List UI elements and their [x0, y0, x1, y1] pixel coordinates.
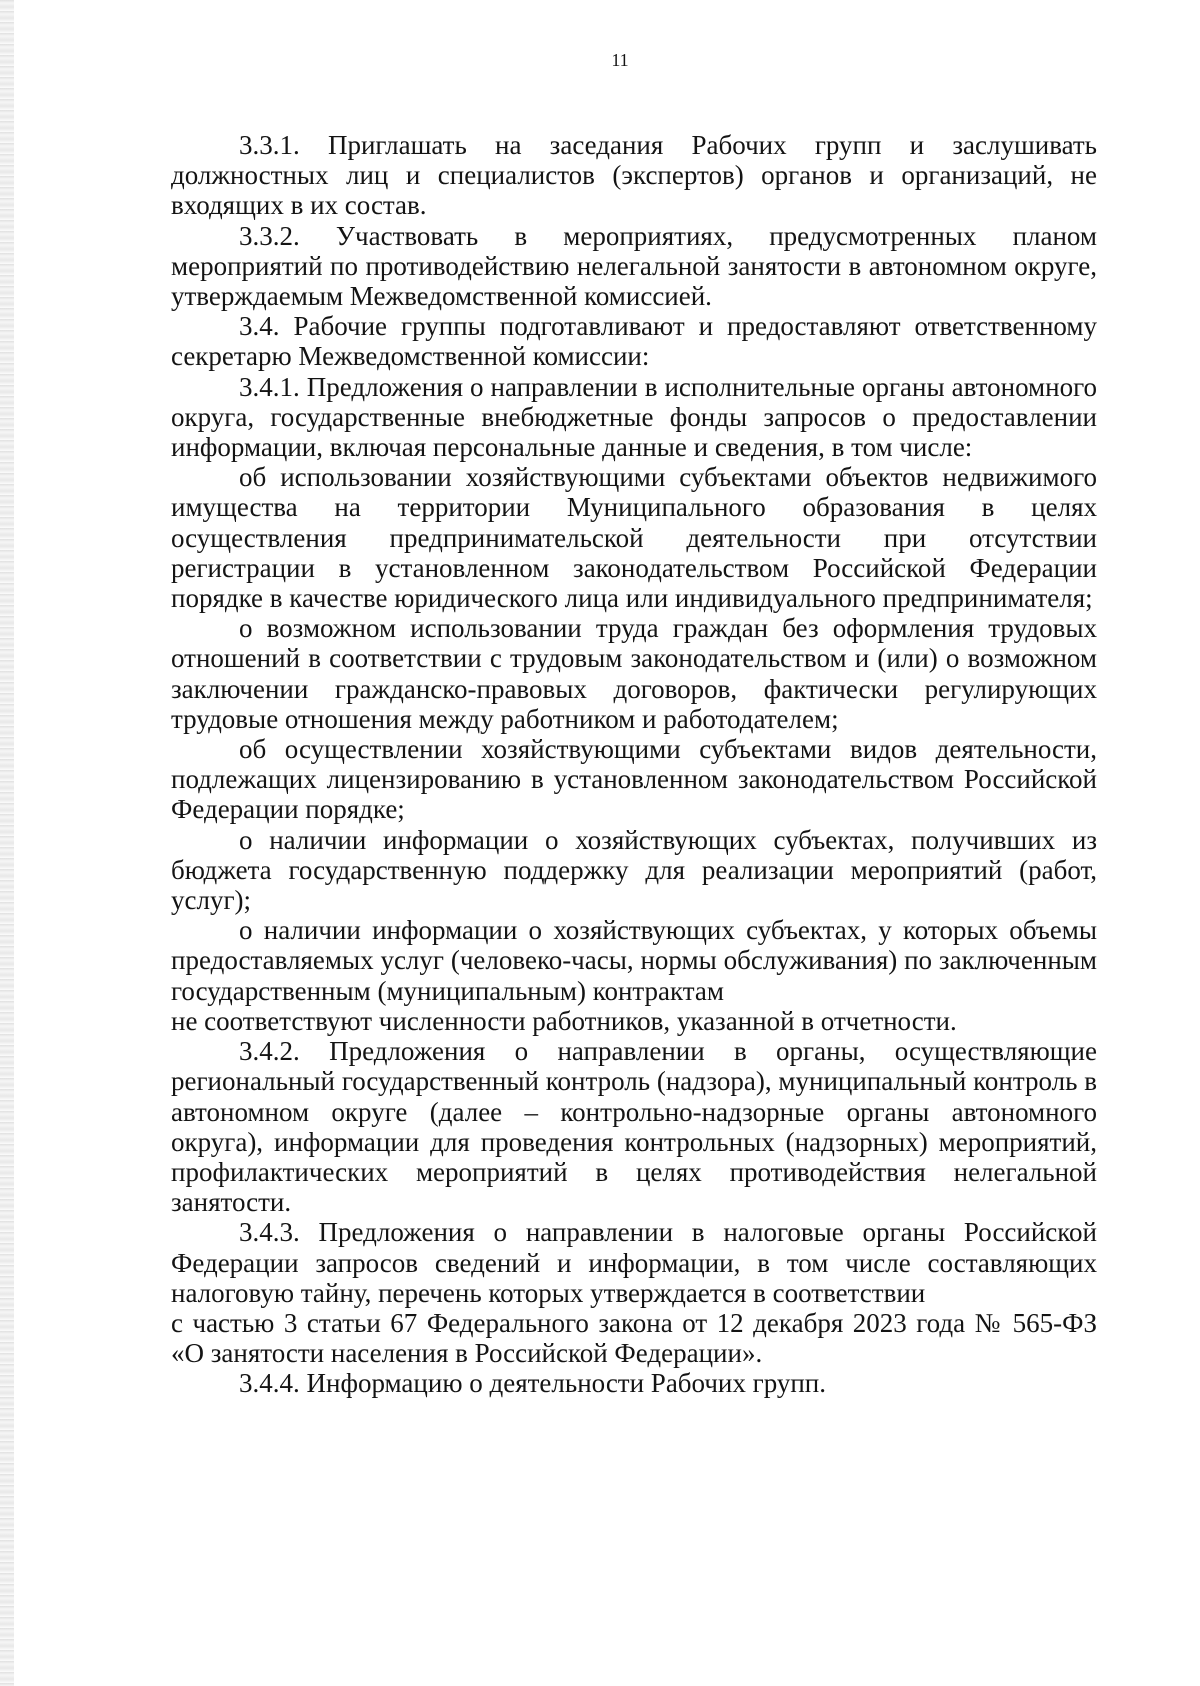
scan-edge [0, 0, 14, 1686]
paragraph-item-labor-relations: о возможном использовании труда граждан без оформления трудовых отношений в соответствии с трудовым законодательством и (или) о возможном заключении гражданско-правовых договоров, фактически регулирующих трудовые отношения между работником и работодателем; [171, 613, 1097, 734]
paragraph-3-4-1: 3.4.1. Предложения о направлении в исполнительные органы автономного округа, государственные внебюджетные фонды запросов о предоставлении информации, включая персональные данные и сведения, в том числе: [171, 371, 1097, 463]
paragraph-item-real-estate: об использовании хозяйствующими субъектами объектов недвижимого имущества на территории Муниципального образования в целях осуществления предпринимательской деятельности при отсутствии регистрации в установленном законодательством Российской Федерации порядке в качестве юридического лица или индивидуального предпринимателя; [171, 462, 1097, 614]
page-number: 11 [611, 50, 629, 70]
paragraph-3-3-2: 3.3.2. Участвовать в мероприятиях, предусмотренных планом мероприятий по противодействию нелегальной занятости в автономном округе, утверждаемым Межведомственной комиссией. [171, 220, 1097, 312]
paragraph-item-licensing: об осуществлении хозяйствующими субъектами видов деятельности, подлежащих лицензированию в установленном законодательством Российской Федерации порядке; [171, 734, 1097, 825]
paragraph-item-service-volumes-cont: не соответствуют численности работников, указанной в отчетности. [171, 1005, 957, 1036]
paragraph-item-state-support: о наличии информации о хозяйствующих субъектах, получивших из бюджета государственную поддержку для реализации мероприятий (работ, услуг); [171, 824, 1097, 916]
paragraph-item-service-volumes: о наличии информации о хозяйствующих субъектах, у которых объемы предоставляемых услуг (человеко-часы, нормы обслуживания) по заключенным государственным (муниципальным) контрактам [171, 915, 1097, 1006]
paragraph-3-4-2: 3.4.2. Предложения о направлении в органы, осуществляющие региональный государственный контроль (надзора), муниципальный контроль в автономном округе (далее – контрольно-надзорные органы автономного округа), информации для проведения контрольных (надзорных) мероприятий, профилактических мероприятий в целях противодействия нелегальной занятости. [171, 1036, 1097, 1218]
document-body [171, 130, 1097, 1399]
paragraph-3-4-3-cont: с частью 3 статьи 67 Федерального закона от 12 декабря 2023 года № 565-ФЗ «О занятости населения в Российской Федерации». [171, 1307, 1097, 1369]
paragraph-3-4-4: 3.4.4. Информацию о деятельности Рабочих групп. [239, 1368, 826, 1399]
paragraph-3-4: 3.4. Рабочие группы подготавливают и предоставляют ответственному секретарю Межведомственной комиссии: [171, 311, 1097, 372]
paragraph-3-3-1: 3.3.1. Приглашать на заседания Рабочих групп и заслушивать должностных лиц и специалистов (экспертов) органов и организаций, не входящих в их состав. [171, 130, 1097, 221]
paragraph-3-4-3: 3.4.3. Предложения о направлении в налоговые органы Российской Федерации запросов сведений и информации, в том числе составляющих налоговую тайну, перечень которых утверждается в соответствии [171, 1217, 1097, 1308]
